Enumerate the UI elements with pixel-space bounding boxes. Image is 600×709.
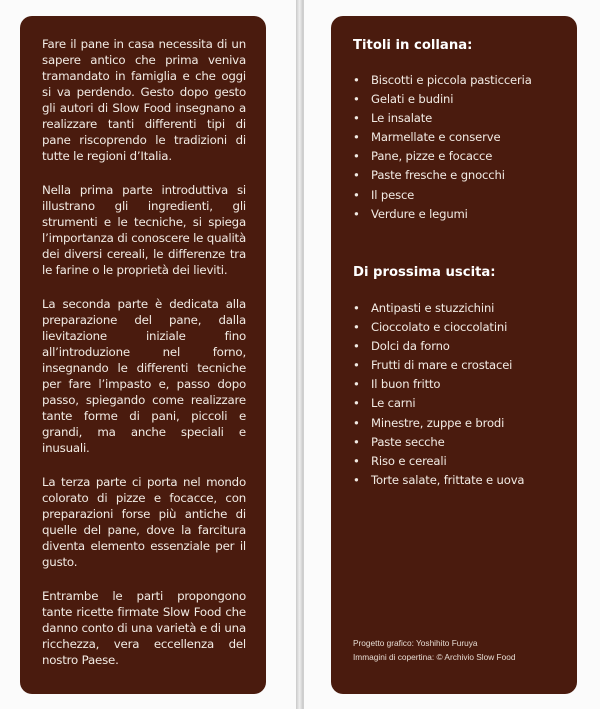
series-heading: Titoli in collana: bbox=[353, 38, 473, 53]
cover-images-credit: Immagini di copertina: © Archivio Slow Food bbox=[353, 652, 516, 662]
coming-soon-item bbox=[353, 337, 563, 356]
series-item-label: Marmellate e conserve bbox=[371, 130, 501, 145]
coming-soon-item-label: Dolci da forno bbox=[371, 339, 450, 354]
description-text bbox=[42, 36, 246, 686]
description-paragraph-2: Nella prima parte introduttiva si illustrano gli ingredienti, gli strumenti e le tecniche, si spiega l’importanza di conoscere le qualità dei diversi cereali, le differenze tra le farine o le proprietà dei lieviti. bbox=[42, 183, 246, 277]
titles-panel bbox=[331, 16, 577, 694]
series-item-label: Il pesce bbox=[371, 187, 415, 202]
design-credit: Progetto grafico: Yoshihito Furuya bbox=[353, 638, 478, 648]
coming-soon-item-label: Torte salate, frittate e uova bbox=[371, 472, 525, 487]
bullet-icon: • bbox=[353, 320, 360, 335]
coming-soon-item bbox=[353, 318, 563, 337]
coming-soon-list bbox=[353, 299, 563, 490]
description-paragraph-3: La seconda parte è dedicata alla preparazione del pane, dalla lievitazione iniziale fino all’introduzione nel forno, insegnando le differenti tecniche per fare l’impasto e, passo dopo passo, spiegando come realizzare tante forme di pani, piccoli e grandi, ma anche speciali e inusuali. bbox=[42, 297, 246, 455]
coming-soon-section bbox=[353, 265, 563, 490]
coming-soon-item bbox=[353, 471, 563, 490]
bullet-icon: • bbox=[353, 149, 360, 164]
coming-soon-item-label: Le carni bbox=[371, 396, 416, 411]
bullet-icon: • bbox=[353, 111, 360, 126]
coming-soon-item-label: Frutti di mare e crostacei bbox=[371, 358, 513, 373]
series-item-label: Biscotti e piccola pasticceria bbox=[371, 73, 532, 87]
bullet-icon: • bbox=[353, 206, 360, 221]
coming-soon-item-label: Antipasti e stuzzichini bbox=[371, 301, 495, 315]
bullet-icon: • bbox=[353, 396, 360, 411]
bullet-icon: • bbox=[353, 453, 360, 468]
bullet-icon: • bbox=[353, 377, 360, 392]
coming-soon-heading: Di prossima uscita: bbox=[353, 265, 496, 280]
bullet-icon: • bbox=[353, 415, 360, 430]
series-item-label: Gelati e budini bbox=[371, 92, 454, 107]
bullet-icon: • bbox=[353, 472, 360, 487]
coming-soon-item-label: Cioccolato e cioccolatini bbox=[371, 320, 508, 335]
bullet-icon: • bbox=[353, 187, 360, 202]
bullet-icon: • bbox=[353, 73, 360, 87]
coming-soon-item bbox=[353, 394, 563, 413]
series-item bbox=[353, 128, 563, 147]
bullet-icon: • bbox=[353, 130, 360, 145]
description-panel bbox=[20, 16, 266, 694]
series-item-label: Le insalate bbox=[371, 111, 433, 126]
coming-soon-item bbox=[353, 433, 563, 452]
description-paragraph-4: La terza parte ci porta nel mondo colorato di pizze e focacce, con preparazioni forse più antiche di quelle del pane, dove la farcitura diventa elemento essenziale per il gusto. bbox=[42, 475, 246, 569]
bullet-icon: • bbox=[353, 301, 360, 315]
description-paragraph-1: Fare il pane in casa necessita di un sapere antico che prima veniva tramandato in famiglia e che oggi si va perdendo. Gesto dopo gesto gli autori di Slow Food insegnano a realizzare tanti differenti tipi di pane riscoprendo le tradizioni di tutte le regioni d’Italia. bbox=[42, 37, 246, 163]
coming-soon-item bbox=[353, 414, 563, 433]
page-fold bbox=[296, 0, 303, 709]
series-item bbox=[353, 109, 563, 128]
coming-soon-item bbox=[353, 356, 563, 375]
series-item bbox=[353, 71, 563, 90]
series-list bbox=[353, 71, 563, 224]
coming-soon-item bbox=[353, 375, 563, 394]
coming-soon-item bbox=[353, 452, 563, 471]
series-item bbox=[353, 166, 563, 185]
series-item-label: Verdure e legumi bbox=[371, 206, 468, 221]
bullet-icon: • bbox=[353, 92, 360, 107]
coming-soon-item-label: Minestre, zuppe e brodi bbox=[371, 415, 505, 430]
credits bbox=[353, 636, 563, 664]
coming-soon-item-label: Riso e cereali bbox=[371, 453, 447, 468]
series-item bbox=[353, 205, 563, 224]
bullet-icon: • bbox=[353, 339, 360, 354]
bullet-icon: • bbox=[353, 434, 360, 449]
coming-soon-item-label: Il buon fritto bbox=[371, 377, 441, 392]
series-item-label: Pane, pizze e focacce bbox=[371, 149, 493, 164]
series-section bbox=[353, 38, 563, 224]
coming-soon-item-label: Paste secche bbox=[371, 434, 445, 449]
series-item bbox=[353, 186, 563, 205]
bullet-icon: • bbox=[353, 168, 360, 183]
coming-soon-item bbox=[353, 299, 563, 318]
description-paragraph-5: Entrambe le parti propongono tante ricette firmate Slow Food che danno conto di una varietà e di una ricchezza, vera eccellenza del nostro Paese. bbox=[42, 589, 246, 667]
series-item-label: Paste fresche e gnocchi bbox=[371, 168, 505, 183]
bullet-icon: • bbox=[353, 358, 360, 373]
series-item bbox=[353, 147, 563, 166]
series-item bbox=[353, 90, 563, 109]
